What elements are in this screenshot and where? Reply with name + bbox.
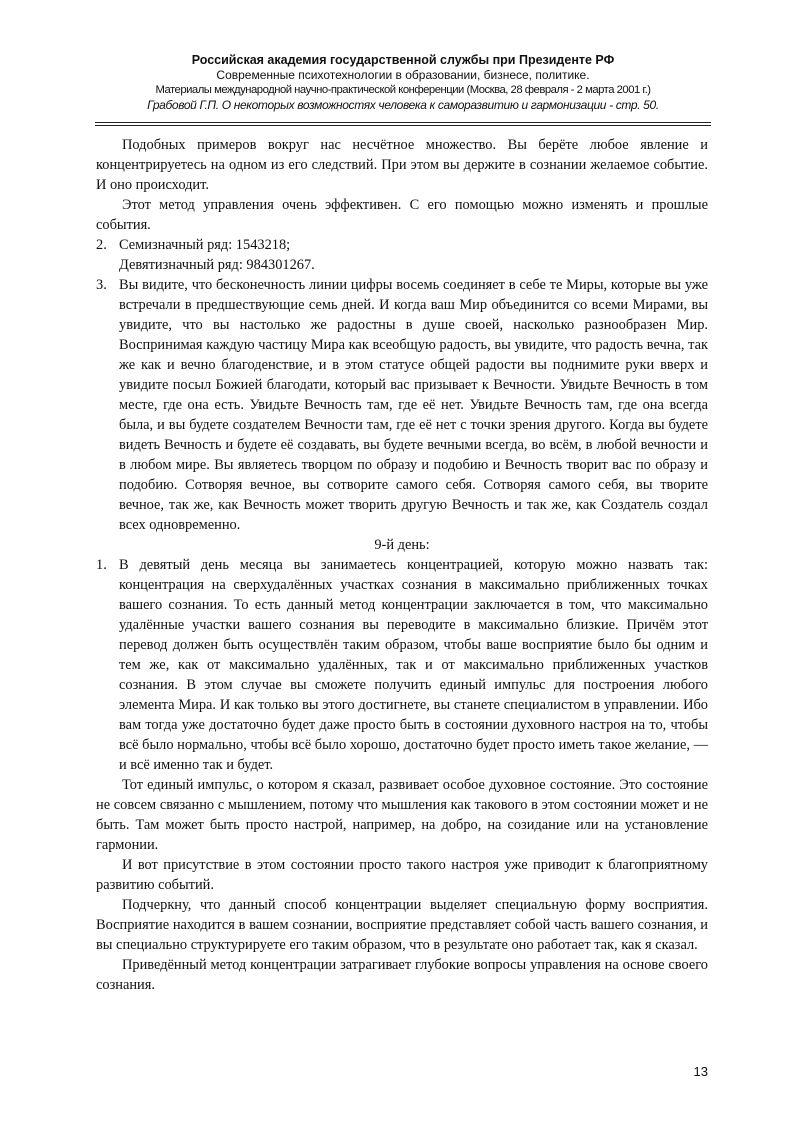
- paragraph: Тот единый импульс, о котором я сказал, развивает особое духовное состояние. Это состояние не совсем связанно с мышлением, потому что мышления как такового в этом состоянии может и не быть. Там может быть просто настрой, например, на добро, на созидание или на установление гармонии.: [96, 777, 708, 853]
- document-header: [95, 52, 711, 113]
- page-body: [96, 135, 708, 995]
- header-article-citation: Грабовой Г.П. О некоторых возможностях человека к саморазвитию и гармонизации - стр. 50.: [147, 98, 659, 112]
- page-number: 13: [693, 1064, 708, 1079]
- paragraph: Подобных примеров вокруг нас несчётное множество. Вы берёте любое явление и концентрируетесь на одном из его следствий. При этом вы держите в сознании желаемое событие. И оно происходит.: [96, 137, 708, 193]
- item-number: 1.: [96, 557, 107, 573]
- item-number: 2.: [96, 237, 107, 253]
- paragraph: И вот присутствие в этом состоянии просто такого настроя уже приводит к благоприятному развитию событий.: [96, 857, 708, 893]
- header-institution: Российская академия государственной службы при Президенте РФ: [191, 53, 615, 67]
- header-conference-details: Материалы международной научно-практической конференции (Москва, 28 февраля - 2 марта 2001 г.): [155, 84, 651, 96]
- paragraph: Подчеркну, что данный способ концентрации выделяет специальную форму восприятия. Восприятие находится в вашем сознании, восприятие представляет собой часть вашего сознания, и вы специально структурируете его таким образом, что в результате оно работает так, как я сказал.: [96, 897, 708, 953]
- paragraph: Приведённый метод концентрации затрагивает глубокие вопросы управления на основе своего сознания.: [96, 957, 708, 993]
- numbered-item-2: [96, 235, 708, 275]
- numbered-item-3: [96, 275, 708, 535]
- item-number: 3.: [96, 277, 107, 293]
- header-conference-title: Современные психотехнологии в образовании, бизнесе, политике.: [216, 68, 590, 82]
- item-text: В девятый день месяца вы занимаетесь концентрацией, которую можно назвать так: концентрация на сверхудалённых участках сознания в максимально приближенных точках вашего сознания. То есть данный метод концентрации заключается в том, что максимально удалённые участки вашего сознания вы переводите в максимально близкие. Причём этот перевод должен быть осуществлён таким образом, чтобы ваше восприятие было бы одним и тем же, как от максимально удалённых, так и от максимально приближенных участков сознания. В этом случае вы сможете получить единый импульс для построения любого элемента Мира. И как только вы этого достигнете, вы станете специалистом в управлении. Ибо вам тогда уже достаточно будет даже просто быть в состоянии духовного настроя на то, чтобы всё было нормально, чтобы всё было хорошо, достаточно будет просто иметь такое желание, — и всё именно так и будет.: [119, 557, 708, 773]
- item-line: Девятизначный ряд: 984301267.: [119, 257, 315, 273]
- item-line: Семизначный ряд: 1543218;: [119, 237, 291, 253]
- numbered-item-1: [96, 555, 708, 775]
- header-divider-top: [95, 122, 711, 123]
- section-heading: 9-й день:: [374, 537, 430, 553]
- paragraph: Этот метод управления очень эффективен. С его помощью можно изменять и прошлые события.: [96, 197, 708, 233]
- item-text: Вы видите, что бесконечность линии цифры восемь соединяет в себе те Миры, которые вы уже встречали в предшествующие семь дней. И когда ваш Мир объединится со всеми Мирами, вы увидите, что вы настолько же радостны в душе своей, насколько разнообразен Мир. Воспринимая каждую частицу Мира как всеобщую радость, вы увидите, что радость вечна, так же как и вечно благоденствие, и в этом статусе общей радости вы поднимите руки вверх и увидите посыл Божией благодати, который вас призывает к Вечности. Увидьте Вечность в том месте, где она есть. Увидьте Вечность там, где её нет. Увидьте Вечность там, где она всегда была, и вы будете создателем Вечности там, где её нет с точки зрения другого. Когда вы будете видеть Вечность и будете её создавать, вы будете вечными всегда, во всём, в любой вечности и в любом мире. Вы являетесь творцом по образу и подобию и Вечность творит вас по образу и подобию. Сотворяя вечное, вы сотворите самого себя. Сотворяя самого себя, вы творите вечное, так же, как Вечность может творить другую Вечность и так же, как Создатель создал всех одновременно.: [119, 277, 708, 533]
- header-divider-bottom: [95, 125, 711, 126]
